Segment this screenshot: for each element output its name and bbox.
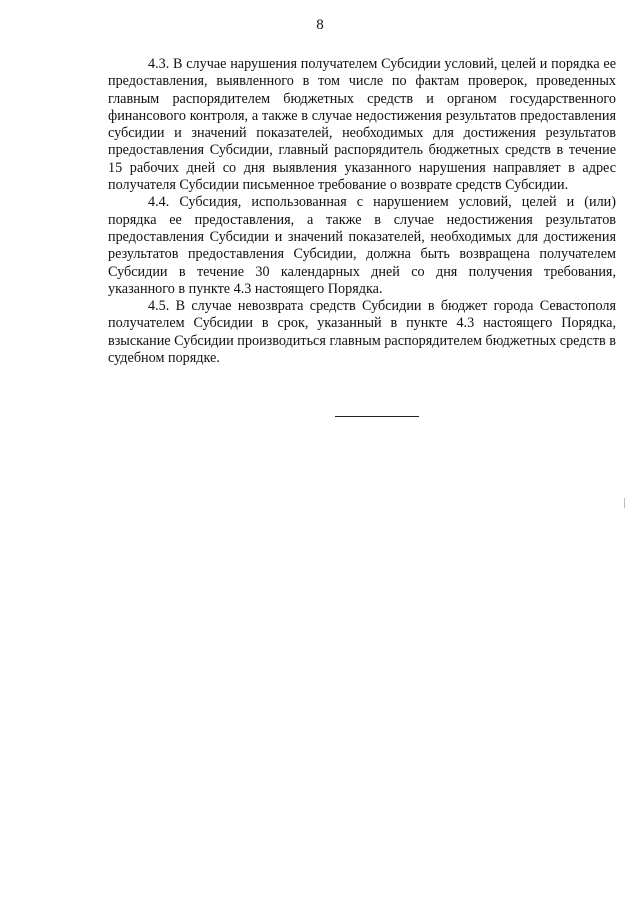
page-number: 8 bbox=[316, 17, 324, 33]
end-separator-line bbox=[335, 416, 419, 417]
document-body bbox=[108, 56, 616, 367]
scan-margin-mark bbox=[624, 498, 625, 508]
paragraph-4-4: 4.4. Субсидия, использованная с нарушением условий, целей и (или) порядка ее предоставления, а также в случае недостижения результатов предоставления Субсидии и значений показателей, необходимых для достижения результатов предоставления Субсидии, должна быть возвращена получателем Субсидии в течение 30 календарных дней со дня получения требования, указанного в пункте 4.3 настоящего Порядка. bbox=[108, 194, 616, 297]
paragraph-4-5: 4.5. В случае невозврата средств Субсидии в бюджет города Севастополя получателем Субсидии в срок, указанный в пункте 4.3 настоящего Порядка, взыскание Субсидии производиться главным распорядителем бюджетных средств в судебном порядке. bbox=[108, 298, 616, 367]
paragraph-4-3: 4.3. В случае нарушения получателем Субсидии условий, целей и порядка ее предоставления, выявленного в том числе по фактам проверок, проведенных главным распорядителем бюджетных средств и органом государственного финансового контроля, а также в случае недостижения результатов предоставления субсидии и значений показателей, необходимых для достижения результатов предоставления Субсидии, главный распорядитель бюджетных средств в течение 15 рабочих дней со дня выявления указанного нарушения направляет в адрес получателя Субсидии письменное требование о возврате средств Субсидии. bbox=[108, 56, 616, 194]
